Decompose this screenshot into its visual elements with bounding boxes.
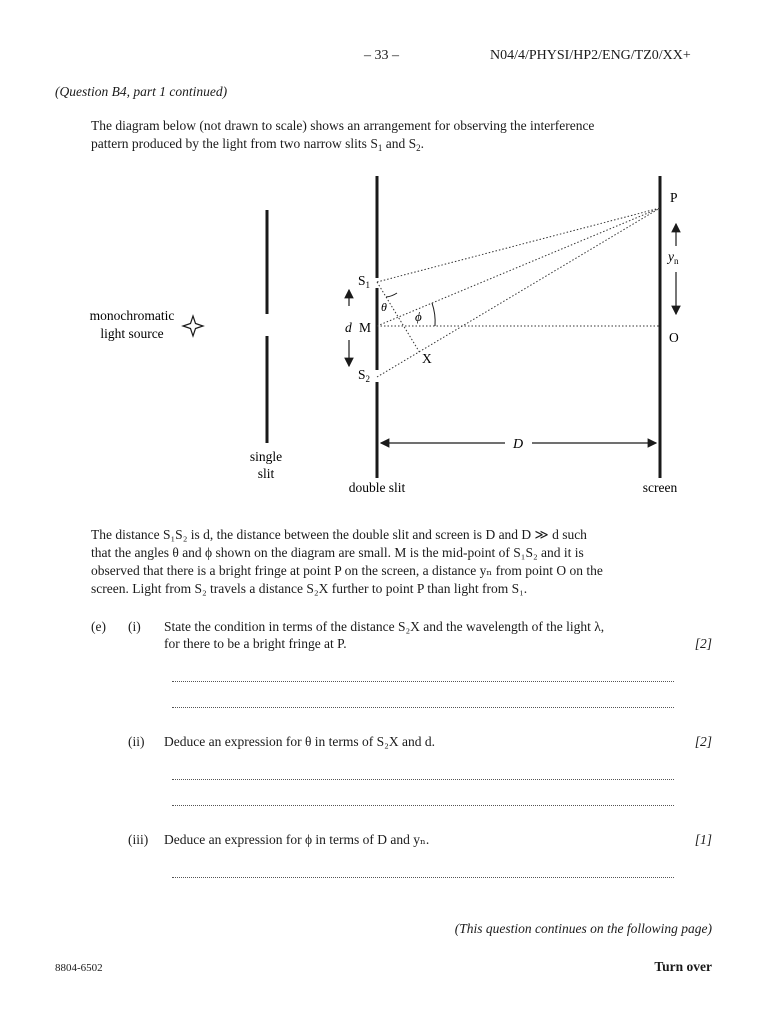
s2-label: $S_2$ <box>358 367 371 384</box>
single-slit-label-2: slit <box>257 466 275 481</box>
phi-arc <box>432 303 435 326</box>
source-label-line-1: monochromatic <box>89 308 175 323</box>
q2-number: (ii) <box>128 734 145 749</box>
p-label: P <box>670 190 678 205</box>
d-label: d <box>345 320 352 335</box>
q1-number: (i) <box>128 619 141 634</box>
theta-label: θ <box>381 300 387 314</box>
x-label: X <box>422 351 432 366</box>
intro-paragraph <box>91 117 681 153</box>
exam-code: N04/4/PHYSI/HP2/ENG/TZ0/XX+ <box>490 48 691 63</box>
q3-marks: [1] <box>694 832 712 847</box>
m-label: M <box>359 320 372 335</box>
yn-label: $y_n$ <box>668 249 679 266</box>
q2-marks: [2] <box>694 734 712 749</box>
description-paragraph <box>91 526 681 598</box>
screen-label: screen <box>642 480 678 495</box>
answer-line[interactable] <box>172 804 674 806</box>
o-label: O <box>669 330 679 345</box>
description-line-3: observed that there is a bright fringe at point P on the screen, a distance yₙ from point O on the <box>91 563 603 578</box>
turn-over: Turn over <box>654 959 712 974</box>
answer-line[interactable] <box>172 680 674 682</box>
continued-label: (Question B4, part 1 continued) <box>55 84 228 99</box>
theta-arc <box>386 293 397 297</box>
footer-code: 8804-6502 <box>55 962 103 974</box>
light-source-icon <box>183 316 203 336</box>
continues-note: (This question continues on the following page) <box>454 921 712 936</box>
s1-label: $S_1$ <box>358 273 371 290</box>
q3-number: (iii) <box>128 832 149 847</box>
q2-text: Deduce an expression for θ in terms of S₂X and d. <box>164 734 435 749</box>
q3-text: Deduce an expression for ϕ in terms of D and yₙ. <box>164 832 430 847</box>
source-label-line-2: light source <box>100 326 164 341</box>
q1-text-line-1: State the condition in terms of the distance S₂X and the wavelength of the light λ, <box>164 619 605 634</box>
answer-line[interactable] <box>172 778 674 780</box>
phi-label: ϕ <box>415 309 422 324</box>
perpendicular-s1-x <box>377 282 420 353</box>
single-slit-label-1: single <box>249 449 283 464</box>
page-number: – 33 – <box>364 48 399 63</box>
intro-line-2: pattern produced by the light from two narrow slits $S_1$ and $S_2$. <box>91 136 424 153</box>
part-label: (e) <box>91 619 106 634</box>
d-distance-label: D <box>512 437 524 452</box>
q1-marks: [2] <box>694 636 712 651</box>
double-slit-label: double slit <box>348 480 406 495</box>
description-line-1: The distance S₁S₂ is d, the distance between the double slit and screen is D and D ≫ d such <box>91 527 587 542</box>
answer-line[interactable] <box>172 876 674 878</box>
ray-s1-p <box>377 208 660 282</box>
intro-line-1: The diagram below (not drawn to scale) shows an arrangement for observing the interference <box>91 118 595 133</box>
description-line-2: that the angles θ and ϕ shown on the diagram are small. M is the mid-point of S₁S₂ and it is <box>91 545 584 560</box>
q1-text-line-2: for there to be a bright fringe at P. <box>164 636 347 651</box>
interference-diagram <box>0 170 768 500</box>
answer-line[interactable] <box>172 706 674 708</box>
description-line-4: screen. Light from S₂ travels a distance S₂X further to point P than light from S₁. <box>91 581 528 596</box>
